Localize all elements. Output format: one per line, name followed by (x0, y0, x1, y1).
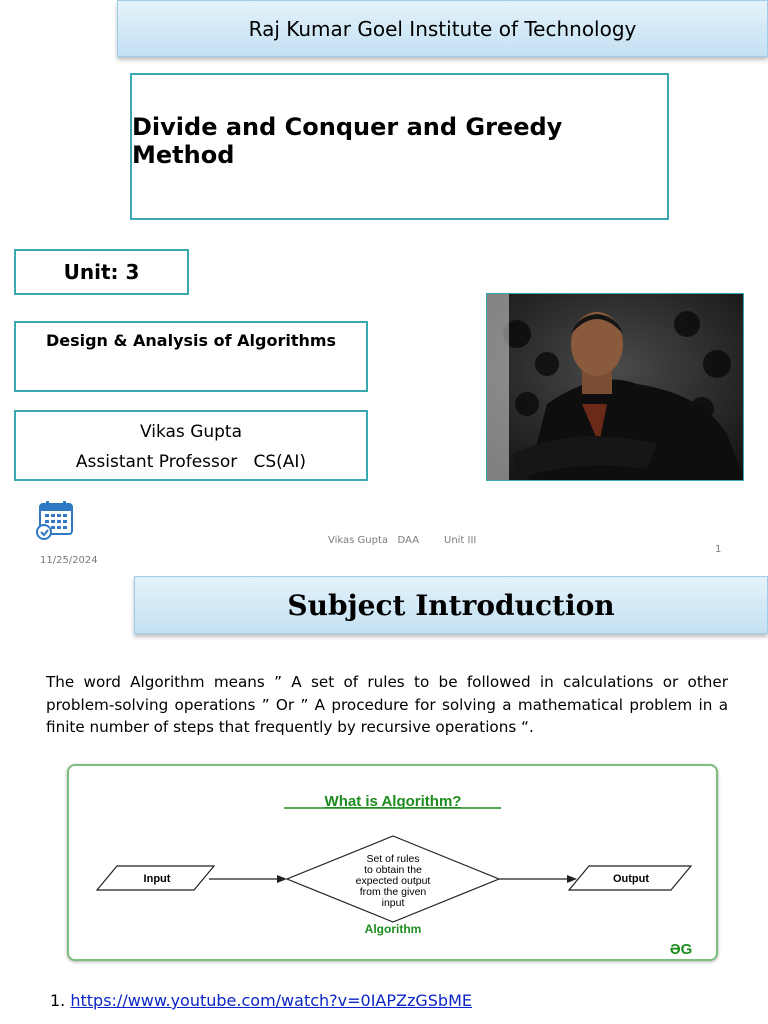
subject-box (14, 321, 368, 392)
author-photo (486, 293, 744, 481)
unit-box (14, 249, 189, 295)
author-name: Vikas Gupta (139, 422, 243, 442)
diagram-title: What is Algorithm? (324, 793, 462, 810)
youtube-link[interactable]: https://www.youtube.com/watch?v=0IAPZzGSbME (70, 991, 472, 1010)
author-role: Assistant Professor CS(AI) (75, 452, 307, 472)
footer-unit: Unit III (444, 535, 477, 546)
section-heading-bar (134, 576, 768, 634)
intro-paragraph: The word Algorithm means ” A set of rules to be followed in calculations or other problem-solving operations ” Or ” A procedure for solving a mathematical problem in a finite number of steps that frequently by recursive operations “. (46, 673, 728, 736)
author-box (14, 410, 368, 481)
institute-name: Raj Kumar Goel Institute of Technology (248, 16, 637, 41)
section-heading: Subject Introduction (287, 588, 615, 622)
lecture-title-box (130, 73, 669, 220)
gfg-logo: ƏG (669, 941, 693, 958)
input-label: Input (143, 873, 171, 885)
calendar-icon (34, 499, 76, 541)
algorithm-label: Algorithm (364, 922, 422, 936)
footer-date: 11/25/2024 (40, 555, 98, 566)
center-line-3: expected output (355, 875, 431, 887)
footer-author: Vikas Gupta DAA (328, 535, 420, 546)
center-line-2: to obtain the (364, 864, 422, 876)
center-line-5: input (381, 897, 405, 909)
center-line-4: from the given (359, 886, 427, 898)
institute-header (117, 0, 768, 57)
unit-label: Unit: 3 (63, 260, 140, 284)
page-number: 1 (715, 544, 722, 555)
lecture-title: Divide and Conquer and Greedy Method (132, 112, 563, 169)
center-line-1: Set of rules (366, 853, 420, 865)
link-number: 1. (50, 991, 66, 1010)
reference-list (50, 991, 472, 1010)
output-label: Output (612, 873, 650, 885)
subject-name: Design & Analysis of Algorithms (45, 331, 337, 350)
algorithm-diagram (67, 764, 718, 961)
